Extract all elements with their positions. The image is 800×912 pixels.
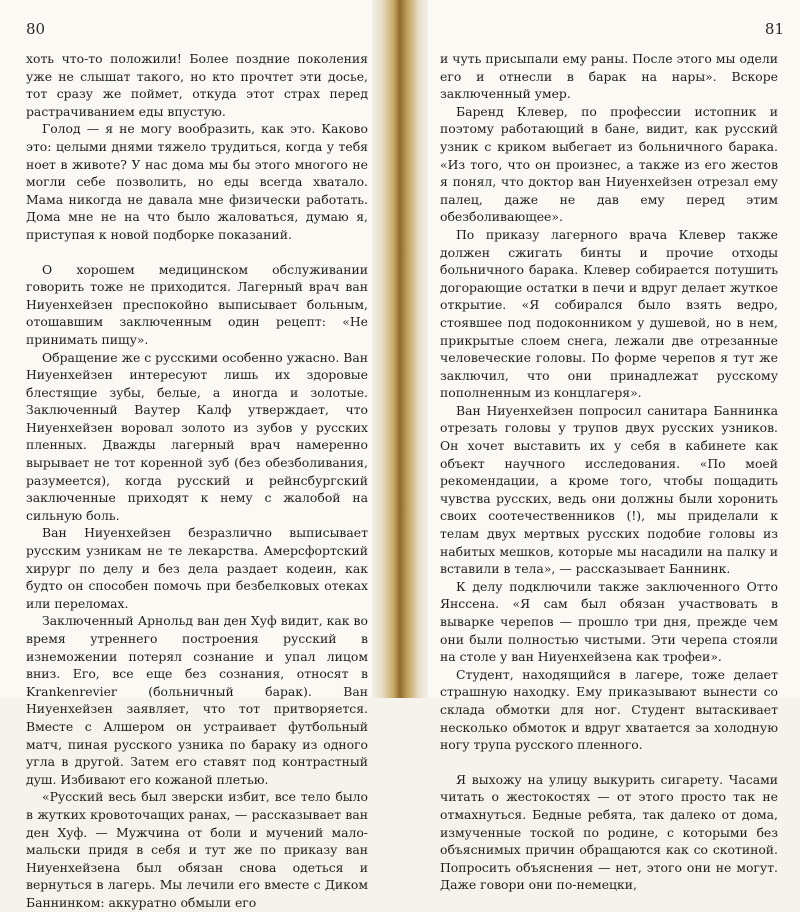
page-number-left: 80	[26, 20, 46, 38]
paragraph: Голод — я не могу вообразить, как это. Каково это: целыми днями тяжело трудиться, когда у тебя ноет в животе? У нас дома мы бы этого многого не могли себе позволить, но еды всегда хватало. Мама никогда не давала мне физически работать. Дома мне не на что было жаловаться, думаю я, приступая к новой подборке показаний.	[26, 121, 368, 242]
paragraph: Обращение же с русскими особенно ужасно. Ван Ниуенхейзен интересуют лишь их здоровые блестящие зубы, белые, а иногда и золотые. Заключенный Ваутер Калф утверждает, что Ниуенхейзен воровал золото из зубов у русских пленных. Дважды лагерный врач намеренно вырывает не тот коренной зуб (без обезболивания, разумеется), когда русский и рейнсбургский заключенные приходят к нему с жалобой на сильную боль.	[26, 349, 368, 523]
paragraph: «Русский весь был зверски избит, все тело было в жутких кровоточащих ранах, — рассказывает ван ден Хуф. — Мужчина от боли и мучений мало-мальски придя в себя и тут же по приказу ван Ниуенхейзена был обязан снова одеться и вернуться в лагерь. Мы лечили его вместе с Диком Баннинком: аккуратно обмыли его	[26, 789, 368, 910]
section-break	[26, 244, 368, 261]
right-page-text	[440, 50, 778, 894]
paragraph: Ван Ниуенхейзен безразлично выписывает русским узникам не те лекарства. Амерсфортский хирург по делу и без дела раздает кодеин, как будто он способен помочь при безбелковых отеках или переломах.	[26, 525, 368, 611]
paragraph: Студент, находящийся в лагере, тоже делает страшную находку. Ему приказывают вынести со склада обмотки для ног. Студент вытаскивает несколько обмоток и вдруг хватается за холодную ногу трупа русского пленного.	[440, 666, 778, 753]
book-gutter	[372, 0, 428, 698]
paragraph: Заключенный Арнольд ван ден Хуф видит, как во время утреннего построения русский в изнеможении потерял сознание и упал лицом вниз. Его, все еще без сознания, относят в Krankenrevier (больничный барак). Ван Ниуенхейзен заявляет, что тот притворяется. Вместе с Алшером он устраивает футбольный матч, пиная русского узника по бараку из одного угла в другой. Затем его ставят под контрастный душ. Избивают его кожаной плетью.	[26, 613, 368, 787]
paragraph: О хорошем медицинском обслуживании говорить тоже не приходится. Лагерный врач ван Ниуенхейзен преспокойно выписывает больным, отошавшим заключенным один рецепт: «Не принимать пищу».	[26, 261, 368, 347]
paragraph: Ван Ниуенхейзен попросил санитара Баннинка отрезать головы у трупов двух русских узников. Он хочет выставить их у себя в кабинете как объект научного исследования. «По моей рекомендации, а кроме того, чтобы пощадить чувства русских, ведь они должны были хоронить своих соотечественников (!), мы приделали к телам двух мертвых русских подобие головы из набитых мешков, которые мы насадили на палку и вставили в тела», — рассказывает Баннинк.	[440, 402, 778, 577]
paragraph: и чуть присыпали ему раны. После этого мы одели его и отнесли в барак на нары». Вскоре заключенный умер.	[440, 51, 778, 102]
paragraph: По приказу лагерного врача Клевер также должен сжигать бинты и прочие отходы больничного барака. Клевер собирается потушить догорающие остатки в печи и вдруг делает жуткое открытие. «Я собирался было взять ведро, стоявшее под подоконником у душевой, но в нем, прикрытые слоем снега, лежали две отрезанные человеческие головы. По форме черепов я тут же заключил, что они принадлежат русскому пополненным из концлагеря».	[440, 226, 778, 401]
paragraph: хоть что-то положили! Более поздние поколения уже не слышат такого, но кто прочтет эти досье, тот сразу же поймет, откуда этот страх перед растрачиванием еды впустую.	[26, 51, 368, 119]
page-number-right: 81	[764, 20, 784, 38]
paragraph: К делу подключили также заключенного Отто Янссена. «Я сам был обязан участвовать в вываркe черепов — прошло три дня, прежде чем они были полностью чистыми. Эти черепа стояли на столе у ван Ниуенхейзена как трофеи».	[440, 578, 778, 665]
paragraph: Я выхожу на улицу выкурить сигарету. Часами читать о жестокостях — от этого просто так не отмахнуться. Бедные ребята, так далеко от дома, измученные тоской по родине, с которыми без объяснимых причин обращаются как со скотиной. Попросить объяснения — нет, этого они не могут. Даже говори они по-немецки,	[440, 771, 778, 893]
section-break	[440, 754, 778, 771]
left-page-text	[26, 50, 368, 912]
paragraph: Баренд Клевер, по профессии истопник и поэтому работающий в бане, видит, как русский узник с криком выбегает из больничного барака. «Из того, что он произнес, а также из его жестов я понял, что доктор ван Ниуенхейзен отрезал ему палец, даже не дав ему перед этим обезболивающее».	[440, 103, 778, 225]
